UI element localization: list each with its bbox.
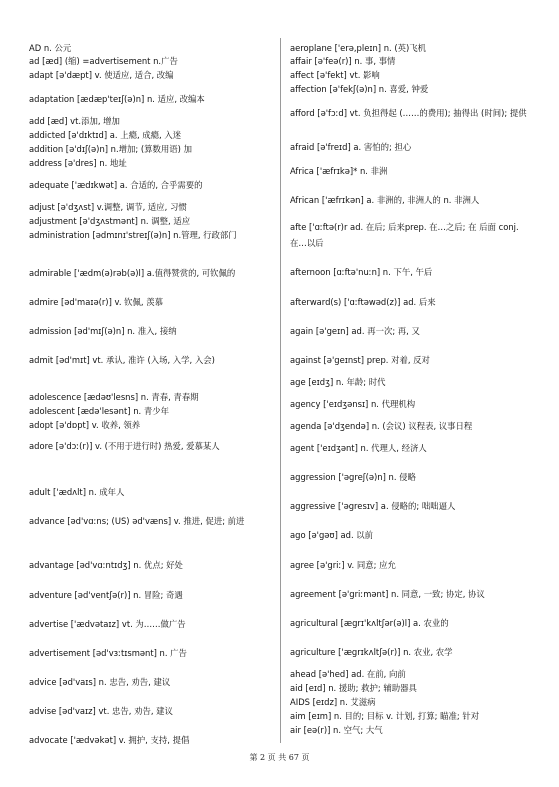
entry: advantage [əd'vɑːntɪdʒ] n. 优点; 好处 — [29, 560, 183, 570]
entry: adjustment [ə'dʒʌstmənt] n. 调整, 适应 — [29, 216, 191, 226]
entry: ago [ə'gəʊ] ad. 以前 — [290, 530, 374, 540]
entry: adore [ə'dɔː(r)] v. (不用于进行时) 热爱, 爱慕某人 — [29, 441, 220, 451]
entry: afterward(s) ['ɑːftəwəd(z)] ad. 后来 — [290, 297, 436, 307]
entry: ahead [ə'hed] ad. 在前, 向前 — [290, 669, 406, 679]
entry: addition [ə'dɪʃ(ə)n] n.增加; (算数用语) 加 — [29, 144, 192, 154]
entry: AD n. 公元 — [29, 43, 72, 53]
entry: agree [ə'griː] v. 同意; 应允 — [290, 560, 396, 570]
entry: aim [eɪm] n. 目的; 目标 v. 计划, 打算; 瞄准; 针对 — [290, 711, 480, 721]
entry: adopt [ə'dɒpt] v. 收养, 领养 — [29, 420, 141, 430]
entry: agency ['eɪdʒənsɪ] n. 代理机构 — [290, 399, 416, 409]
entry: advance [əd'vɑːns; (US) əd'væns] v. 推进, 促进; 前进 — [29, 516, 245, 526]
entry: advice [əd'vaɪs] n. 忠告, 劝告, 建议 — [29, 677, 171, 687]
entry: ad [æd] (缩) =advertisement n.广告 — [29, 56, 178, 66]
entry: addicted [ə'dɪktɪd] a. 上瘾, 成瘾, 入迷 — [29, 130, 182, 140]
entry: affect [ə'fekt] vt. 影响 — [290, 70, 380, 80]
entry: advertisement [əd'vɜːtɪsmənt] n. 广告 — [29, 648, 187, 658]
entry: advertise ['ædvətaɪz] vt. 为……做广告 — [29, 619, 186, 629]
entry: afraid [ə'freɪd] a. 害怕的; 担心 — [290, 142, 412, 152]
entry: agent ['eɪdʒənt] n. 代理人, 经济人 — [290, 443, 427, 453]
entry: agreement [ə'griːmənt] n. 同意, 一致; 协定, 协议 — [290, 589, 485, 599]
entry: Africa ['æfrɪkə]* n. 非洲 — [290, 166, 388, 176]
entry: admit [əd'mɪt] vt. 承认, 准许 (入场, 入学, 入会) — [29, 355, 215, 365]
entry: adolescent [ædə'lesənt] n. 青少年 — [29, 406, 169, 416]
column-divider — [280, 38, 281, 743]
entry: advocate ['ædvəkət] v. 拥护, 支持, 提倡 — [29, 735, 190, 745]
entry: aggressive ['əgresɪv] a. 侵略的; 咄咄逼人 — [290, 501, 456, 511]
entry: age [eɪdʒ] n. 年龄; 时代 — [290, 377, 386, 387]
entry: affection [ə'fekʃ(ə)n] n. 喜爱, 钟爱 — [290, 84, 429, 94]
entry: afternoon [ɑːftə'nuːn] n. 下午, 午后 — [290, 267, 433, 277]
entry: agricultural [ægrɪ'kʌltʃər(ə)l] a. 农业的 — [290, 618, 449, 628]
entry: aggression ['əgreʃ(ə)n] n. 侵略 — [290, 472, 416, 482]
entry: adequate ['ædɪkwət] a. 合适的, 合乎需要的 — [29, 180, 203, 190]
entry: AIDS [eɪdz] n. 艾滋病 — [290, 697, 376, 707]
entry: administration [ədmɪnɪ'streɪʃ(ə)n] n.管理, 行政部门 — [29, 230, 237, 240]
entry: adventure [əd'ventʃə(r)] n. 冒险; 奇遇 — [29, 590, 183, 600]
entry: African ['æfrɪkən] a. 非洲的, 非洲人的 n. 非洲人 — [290, 195, 480, 205]
page-number: 第 2 页 共 67 页 — [249, 753, 310, 762]
entry: again [ə'geɪn] ad. 再一次; 再, 又 — [290, 326, 420, 336]
entry: add [æd] vt.添加, 增加 — [29, 116, 120, 126]
entry: advise [əd'vaɪz] vt. 忠告, 劝告, 建议 — [29, 706, 173, 716]
entry: against [ə'geɪnst] prep. 对着, 反对 — [290, 355, 430, 365]
entry: afte ['ɑːftə(r)r ad. 在后; 后来prep. 在…之后; 在 后面 conj. 在…以后 — [290, 222, 519, 248]
entry: aeroplane ['erə,pleɪn] n. (英)飞机 — [290, 43, 426, 53]
entry: admire [əd'maɪə(r)] v. 钦佩, 羡慕 — [29, 297, 163, 307]
entry: adolescence [ædəʊ'lesns] n. 青春, 青春期 — [29, 392, 199, 402]
entry: affair [ə'feə(r)] n. 事, 事情 — [290, 56, 396, 66]
entry: afford [ə'fɔːd] vt. 负担得起 (……的费用); 抽得出 (时间); 提供 — [290, 108, 527, 118]
entry: adult ['ædʌlt] n. 成年人 — [29, 487, 125, 497]
entry: admission [əd'mɪʃ(ə)n] n. 准入, 接纳 — [29, 326, 177, 336]
entry: adaptation [ædæp'teɪʃ(ə)n] n. 适应, 改编本 — [29, 94, 205, 104]
entry: admirable ['ædm(ə)rəb(ə)l] a.值得赞赏的, 可钦佩的 — [29, 268, 236, 278]
entry: aid [eɪd] n. 援助; 救护; 辅助器具 — [290, 683, 417, 693]
entry: adapt [ə'dæpt] v. 使适应, 适合, 改编 — [29, 70, 174, 80]
entry: agenda [ə'dʒendə] n. (会议) 议程表, 议事日程 — [290, 421, 473, 431]
entry: adjust [ə'dʒʌst] v.调整, 调节, 适应, 习惯 — [29, 202, 187, 212]
entry: address [ə'dres] n. 地址 — [29, 158, 127, 168]
entry: air [eə(r)] n. 空气; 大气 — [290, 725, 383, 735]
entry: agriculture ['ægrɪkʌltʃə(r)] n. 农业, 农学 — [290, 647, 453, 657]
